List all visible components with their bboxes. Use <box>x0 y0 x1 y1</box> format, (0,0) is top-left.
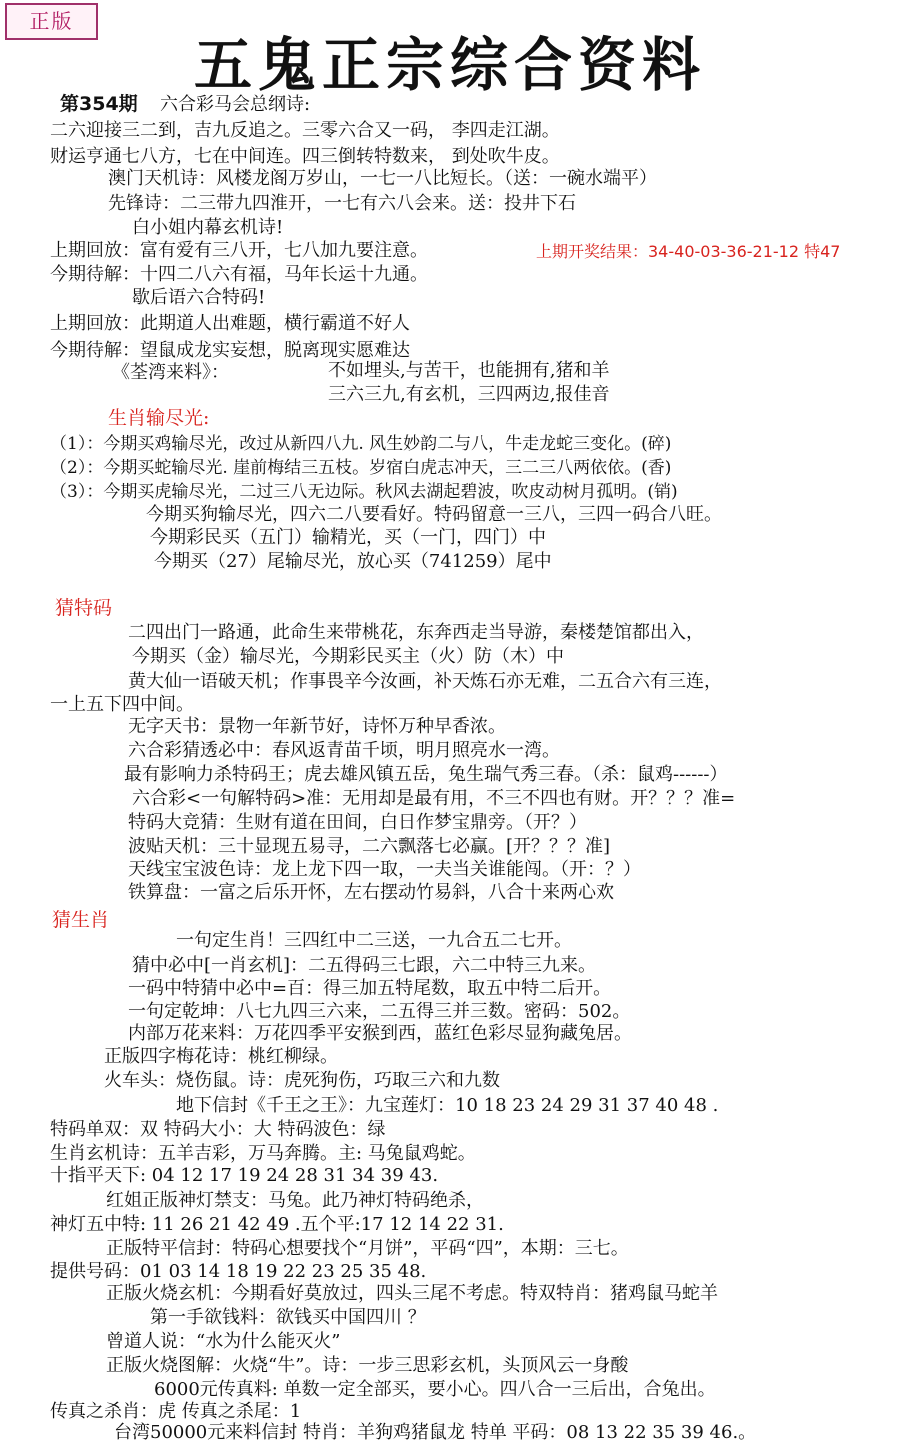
text-line: 神灯五中特: 11 26 21 42 49 .五个平:17 12 14 22 31. <box>50 1214 504 1235</box>
zhengban-badge: 正版 <box>5 3 98 40</box>
text-line: 上期回放：富有爱有三八开，七八加九要注意。 <box>50 240 428 261</box>
text-line: （3）：今期买虎输尽光，二过三八无边际。秋风去湖起碧波，吹皮动树月孤明。(销) <box>50 482 678 502</box>
text-line: 一上五下四中间。 <box>50 694 194 715</box>
text-line: 财运亨通七八方，七在中间连。四三倒转特数来， 到处吹牛皮。 <box>50 146 560 167</box>
text-line: 提供号码：01 03 14 18 19 22 23 25 35 48. <box>50 1261 427 1282</box>
text-line: 上期回放：此期道人出难题，横行霸道不好人 <box>50 313 410 334</box>
text-line: 《荃湾来料》： <box>112 362 229 383</box>
text-line: 黄大仙一语破天机；作事畏辛今汝画，补天炼石亦无难，二五合六有三连， <box>128 671 722 692</box>
text-line: 歇后语六合特码! <box>132 287 266 308</box>
text-line: 一句定乾坤：八七九四三六来，二五得三并三数。密码：502。 <box>128 1001 631 1022</box>
text-line: 今期买（金）输尽光，今期彩民买主（火）防（木）中 <box>132 646 564 667</box>
text-line: 第一手欲钱料：欲钱买中国四川 ？ <box>150 1307 426 1328</box>
section-heading-guess-code: 猜特码 <box>55 597 113 619</box>
page-title: 五鬼正宗综合资料 <box>193 31 706 99</box>
text-line: 先锋诗：二三带九四淮开，一七有六八会来。送：投井下石 <box>108 193 576 214</box>
text-line: 六合彩猜透必中：春风返青苗千顷，明月照亮水一湾。 <box>128 740 560 761</box>
text-line: 猜中必中[一肖玄机]：二五得码三七跟，六二中特三九来。 <box>132 955 597 976</box>
text-line: 红姐正版神灯禁支：马兔。此乃神灯特码绝杀， <box>106 1190 484 1211</box>
text-line: 铁算盘：一富之后乐开怀，左右摆动竹易斜，八合十来两心欢 <box>128 882 614 903</box>
text-line: 正版火烧玄机：今期看好莫放过，四头三尾不考虑。特双特肖：猪鸡鼠马蛇羊 <box>106 1283 718 1304</box>
text-line: 无字天书：景物一年新节好，诗怀万种早香浓。 <box>128 716 506 737</box>
text-line: 传真之杀肖：虎 传真之杀尾：1 <box>50 1401 302 1422</box>
text-line: 今期待解：十四二八六有福，马年长运十九通。 <box>50 264 428 285</box>
text-line: 今期买（27）尾输尽光，放心买（741259）尾中 <box>154 551 552 572</box>
issue-number: 第354期 <box>60 93 138 115</box>
text-line: 天线宝宝波色诗：龙上龙下四一取，一夫当关谁能闯。（开：？） <box>128 859 641 880</box>
text-line: 六合彩<一句解特码>准：无用却是最有用，不三不四也有财。开？？？准= <box>132 788 736 809</box>
text-line: 二六迎接三二到，吉九反追之。三零六合又一码， 李四走江湖。 <box>50 120 560 141</box>
text-line: 十指平天下: 04 12 17 19 24 28 31 34 39 43. <box>50 1165 439 1186</box>
text-line: 火车头：烧伤鼠。诗：虎死狗伤，巧取三六和九数 <box>104 1070 500 1091</box>
text-line: 特码大竞猜：生财有道在田间，白日作梦宝鼎旁。（开？） <box>128 812 587 833</box>
text-line: 曾道人说：“水为什么能灭火” <box>106 1331 341 1352</box>
text-line: 正版特平信封：特码心想要找个“月饼”，平码“四”，本期：三七。 <box>106 1238 629 1259</box>
text-line: （1）：今期买鸡输尽光，改过从新四八九. 风生妙韵二与八，牛走龙蛇三变化。(碎) <box>50 434 672 454</box>
text-line: 特码单双：双 特码大小：大 特码波色：绿 <box>50 1119 386 1140</box>
text-line: 今期买狗输尽光，四六二八要看好。特码留意一三八，三四一码合八旺。 <box>146 504 722 525</box>
section-heading-guess-zodiac: 猜生肖 <box>52 909 110 931</box>
text-line: 白小姐内幕玄机诗! <box>132 217 284 238</box>
text-line: 台湾50000元来料信封 特肖：羊狗鸡猪鼠龙 特单 平码：08 13 22 35 39 46.。 <box>114 1422 757 1443</box>
text-line: 波贴天机：三十显现五易寻，二六飘落七必赢。[开？？？准] <box>128 836 611 857</box>
text-line: 今期彩民买（五门）输精光，买（一门，四门）中 <box>150 527 546 548</box>
text-line: 二四出门一路通，此命生来带桃花，东奔西走当导游，秦楼楚馆都出入， <box>128 622 704 643</box>
text-line: 正版火烧图解：火烧“牛”。诗：一步三思彩玄机，头顶风云一身酸 <box>106 1355 629 1376</box>
text-line: 一句定生肖！三四红中二三送，一九合五二七开。 <box>176 930 572 951</box>
section-heading-zodiac-lose: 生肖输尽光: <box>108 407 210 429</box>
text-line: 澳门天机诗：风楼龙阁万岁山，一七一八比短长。（送：一碗水端平） <box>108 168 657 189</box>
last-draw-result: 上期开奖结果：34-40-03-36-21-12 特47 <box>536 242 841 261</box>
text-line: 三六三九,有玄机，三四两边,报佳音 <box>328 384 610 405</box>
text-line: 正版四字梅花诗：桃红柳绿。 <box>104 1046 338 1067</box>
text-line: 生肖玄机诗：五羊吉彩，万马奔腾。主: 马兔鼠鸡蛇。 <box>50 1143 476 1164</box>
text-line: 内部万花来料：万花四季平安猴到西，蓝红色彩尽显狗藏兔居。 <box>128 1023 632 1044</box>
text-line: 今期待解：望鼠成龙实妄想，脱离现实愿难达 <box>50 340 410 361</box>
text-line: （2）：今期买蛇输尽光. 崖前梅结三五枝。岁宿白虎志冲天，三二三八两依依。(香) <box>50 458 672 478</box>
text-line: 六合彩马会总纲诗: <box>160 94 311 115</box>
text-line: 一码中特猜中必中=百：得三加五特尾数，取五中特二后开。 <box>128 978 612 999</box>
text-line: 6000元传真料: 单数一定全部买，要小心。四八合一三后出，合兔出。 <box>154 1379 716 1400</box>
text-line: 最有影响力杀特码王；虎去雄风镇五岳，兔生瑞气秀三春。（杀：鼠鸡------） <box>124 764 728 785</box>
text-line: 不如埋头,与苦干，也能拥有,猪和羊 <box>328 360 610 381</box>
text-line: 地下信封《千王之王》：九宝莲灯：10 18 23 24 29 31 37 40 48 . <box>176 1095 719 1116</box>
